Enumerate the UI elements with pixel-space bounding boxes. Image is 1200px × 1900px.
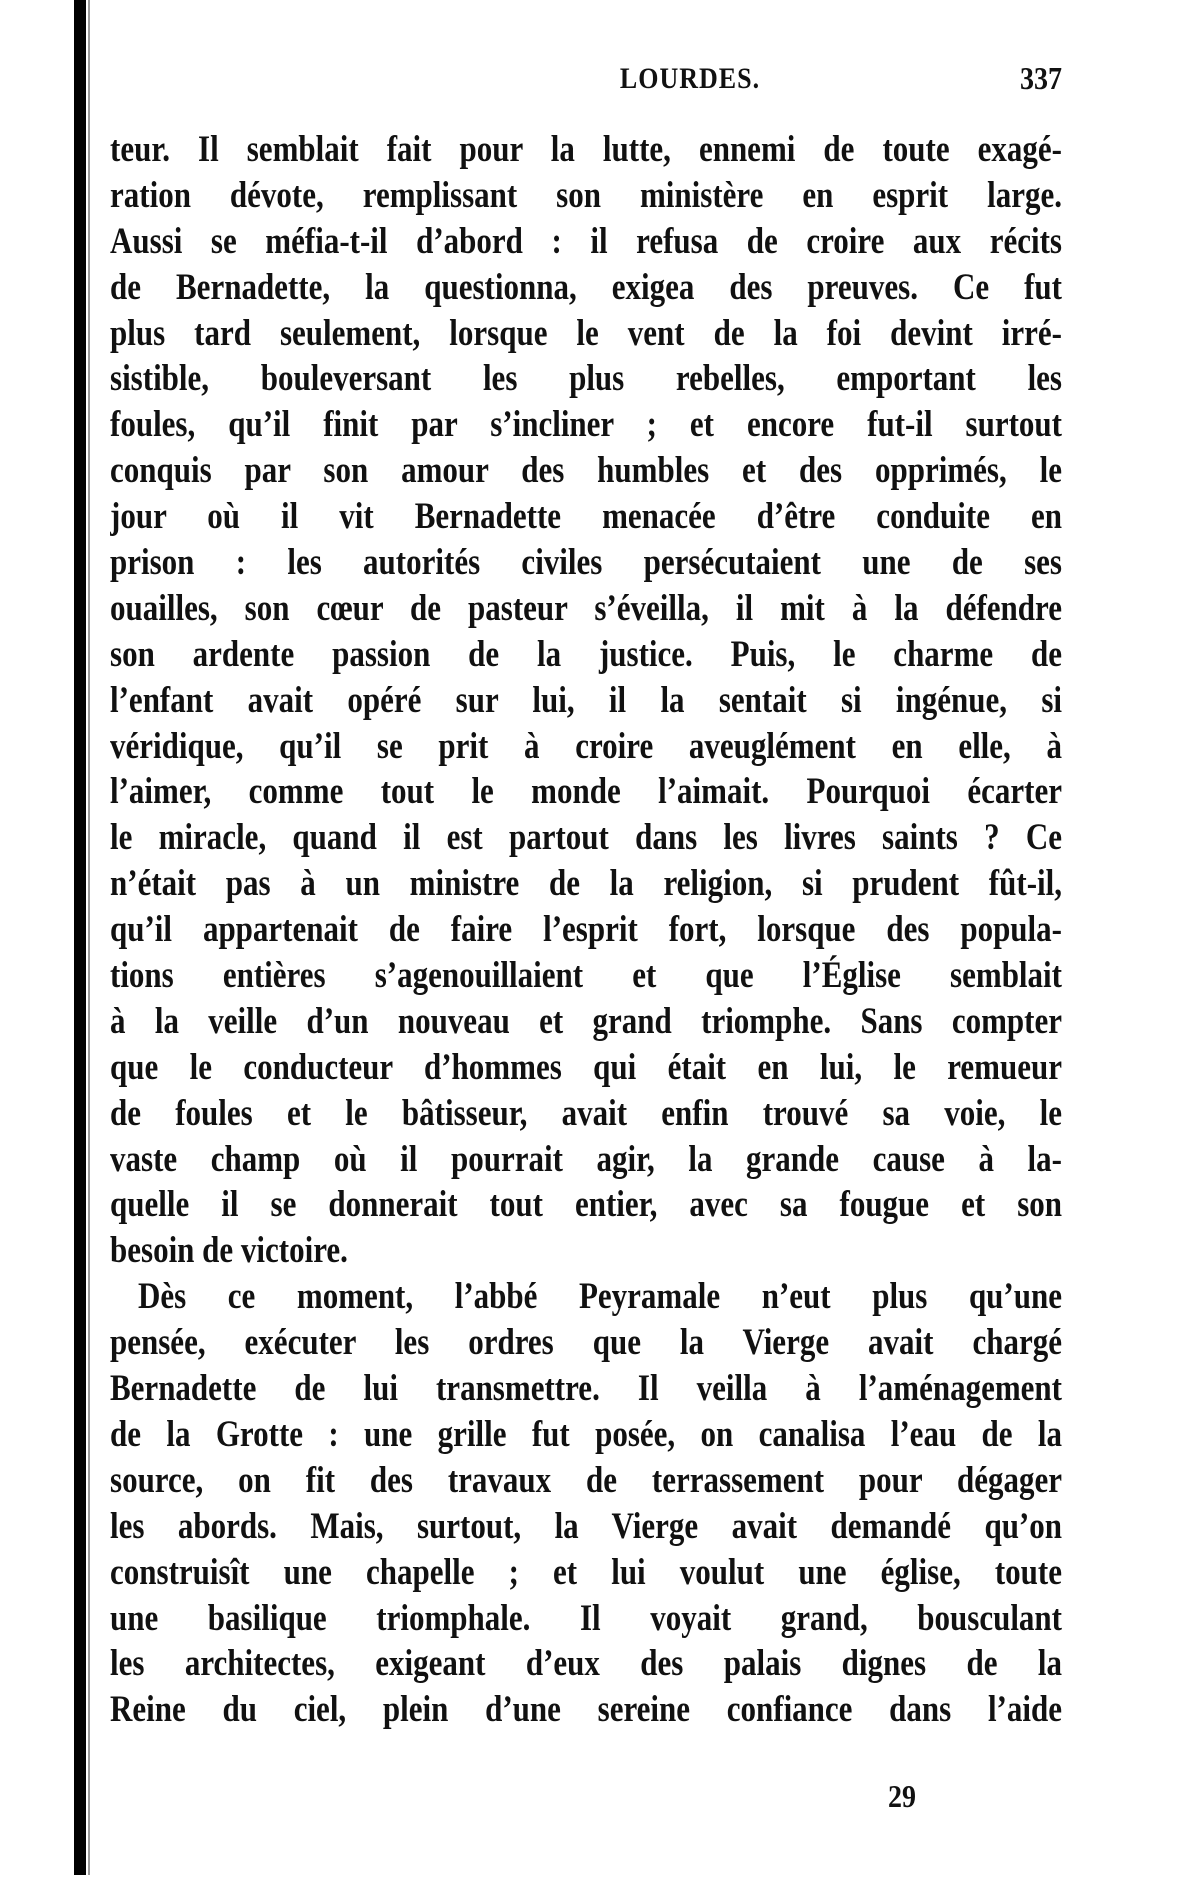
text-line: le miracle, quand il est partout dans les livres saints ? Ce <box>110 816 1062 858</box>
text-line: conquis par son amour des humbles et des opprimés, le <box>110 449 1062 491</box>
text-line: prison : les autorités civiles persécutaient une de ses <box>110 540 1062 583</box>
text-line: de foules et le bâtisseur, avait enfin trouvé sa voie, le <box>110 1091 1062 1133</box>
text-line: ouailles, son cœur de pasteur s’éveilla, il mit à la défendre <box>110 586 1062 628</box>
page-header <box>110 61 1062 104</box>
paragraph <box>110 126 1062 1273</box>
text-line: les abords. Mais, surtout, la Vierge avait demandé qu’on <box>110 1504 1062 1546</box>
text-line: l’enfant avait opéré sur lui, il la sentait si ingénue, si <box>110 678 1062 720</box>
text-line: besoin de victoire. <box>110 1229 348 1271</box>
text-line: vaste champ où il pourrait agir, la grande cause à la- <box>110 1137 1062 1179</box>
text-line: foules, qu’il finit par s’incliner ; et encore fut-il surtout <box>110 403 1062 445</box>
text-line: jour où il vit Bernadette menacée d’être conduite en <box>110 494 1062 537</box>
text-line: l’aimer, comme tout le monde l’aimait. Pourquoi écarter <box>110 770 1062 812</box>
text-line: Bernadette de lui transmettre. Il veilla à l’aménagement <box>110 1366 1062 1409</box>
text-line: tions entières s’agenouillaient et que l’Église semblait <box>110 953 1062 996</box>
page-number: 337 <box>1020 61 1062 98</box>
text-line: n’était pas à un ministre de la religion, si prudent fût-il, <box>110 862 1062 904</box>
text-line: qu’il appartenait de faire l’esprit fort, lorsque des popula- <box>110 907 1062 950</box>
text-line: teur. Il semblait fait pour la lutte, ennemi de toute exagé- <box>110 127 1062 170</box>
running-title: LOURDES. <box>619 61 761 96</box>
text-line: quelle il se donnerait tout entier, avec sa fougue et son <box>110 1183 1062 1225</box>
signature-mark: 29 <box>888 1779 916 1816</box>
binding-edge <box>74 0 86 1875</box>
binding-edge-shadow <box>88 0 90 1875</box>
text-line: ration dévote, remplissant son ministère en esprit large. <box>110 173 1062 215</box>
text-line: Reine du ciel, plein d’une sereine confiance dans l’aide <box>110 1688 1062 1730</box>
text-line: de la Grotte : une grille fut posée, on canalisa l’eau de la <box>110 1412 1062 1455</box>
text-line: pensée, exécuter les ordres que la Vierge avait chargé <box>110 1320 1062 1363</box>
text-line: que le conducteur d’hommes qui était en lui, le remueur <box>110 1045 1062 1087</box>
text-line: plus tard seulement, lorsque le vent de la foi devint irré- <box>110 311 1062 353</box>
text-line: une basilique triomphale. Il voyait grand, bousculant <box>110 1596 1062 1638</box>
text-line: véridique, qu’il se prit à croire aveuglément en elle, à <box>110 724 1062 766</box>
paragraph <box>110 1273 1062 1732</box>
text-line: Dès ce moment, l’abbé Peyramale n’eut plus qu’une <box>138 1275 1062 1317</box>
text-line: construisît une chapelle ; et lui voulut une église, toute <box>110 1550 1062 1592</box>
text-line: les architectes, exigeant d’eux des palais dignes de la <box>110 1642 1062 1684</box>
text-line: de Bernadette, la questionna, exigea des preuves. Ce fut <box>110 265 1062 307</box>
text-line: source, on fit des travaux de terrassement pour dégager <box>110 1458 1062 1500</box>
text-line: à la veille d’un nouveau et grand triomphe. Sans compter <box>110 999 1062 1041</box>
text-line: sistible, bouleversant les plus rebelles, emportant les <box>110 357 1062 399</box>
text-line: son ardente passion de la justice. Puis, le charme de <box>110 632 1062 674</box>
text-line: Aussi se méfia-t-il d’abord : il refusa de croire aux récits <box>110 219 1062 261</box>
page-body <box>110 126 1062 1732</box>
